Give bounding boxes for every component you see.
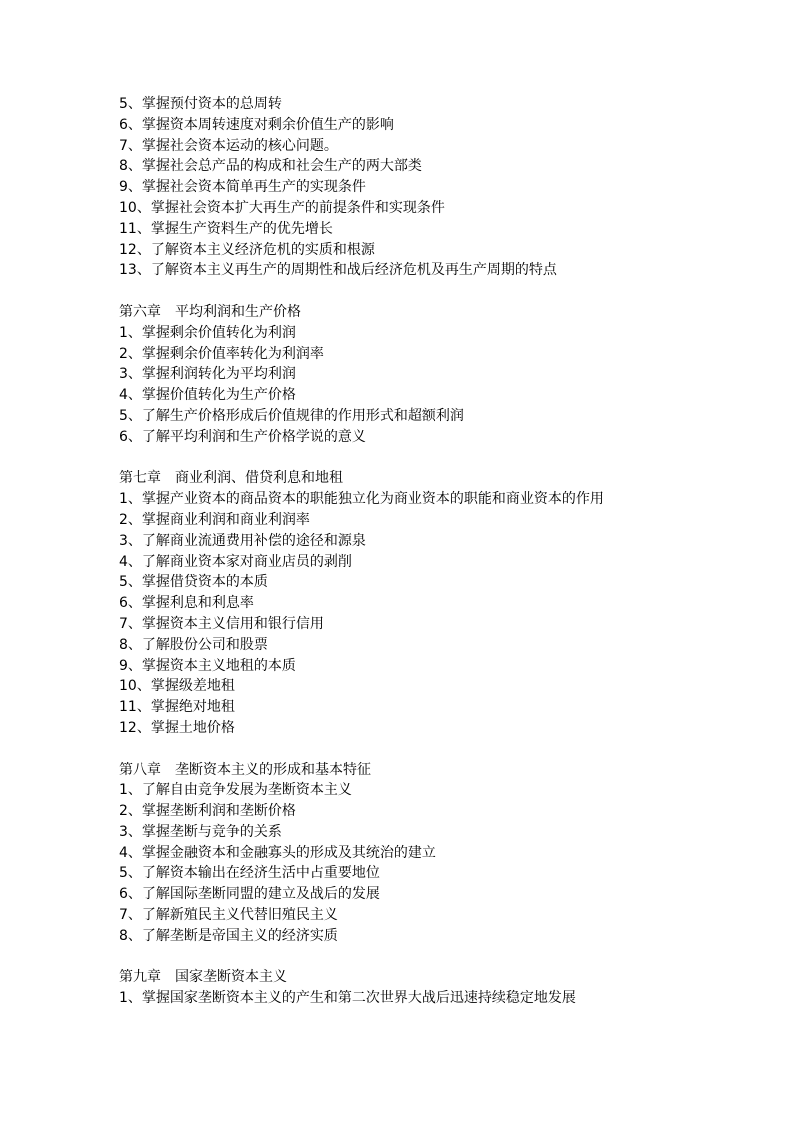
chapter-title: 第六章 平均利润和生产价格: [119, 303, 301, 320]
chapter-8-section: [119, 760, 759, 947]
list-item: 6、了解平均利润和生产价格学说的意义: [119, 428, 366, 445]
list-item: 12、掌握土地价格: [119, 719, 235, 736]
list-item: 12、了解资本主义经济危机的实质和根源: [119, 241, 375, 258]
list-item: 3、了解商业流通费用补偿的途径和源泉: [119, 532, 366, 549]
document-page: [119, 94, 759, 1009]
list-item: 10、掌握社会资本扩大再生产的前提条件和实现条件: [119, 199, 445, 216]
list-item: 2、掌握剩余价值率转化为利润率: [119, 345, 324, 362]
list-item: 11、掌握生产资料生产的优先增长: [119, 220, 333, 237]
list-item: 4、掌握价值转化为生产价格: [119, 387, 296, 404]
list-item: 7、掌握社会资本运动的核心问题。: [119, 137, 338, 154]
list-item: 11、掌握绝对地租: [119, 699, 235, 716]
list-item: 6、掌握利息和利息率: [119, 595, 254, 612]
blank-line: [119, 739, 759, 760]
chapter-title: 第七章 商业利润、借贷利息和地租: [119, 470, 343, 487]
chapter-6-section: [119, 302, 759, 448]
chapter-7-section: [119, 468, 759, 738]
list-item: 7、掌握资本主义信用和银行信用: [119, 615, 324, 632]
list-item: 8、掌握社会总产品的构成和社会生产的两大部类: [119, 158, 422, 175]
blank-line: [119, 281, 759, 302]
list-item: 4、掌握金融资本和金融寡头的形成及其统治的建立: [119, 844, 436, 861]
list-item: 6、掌握资本周转速度对剩余价值生产的影响: [119, 116, 394, 133]
list-item: 5、掌握预付资本的总周转: [119, 96, 282, 112]
list-item: 4、了解商业资本家对商业店员的剥削: [119, 553, 352, 570]
list-item: 9、掌握资本主义地租的本质: [119, 657, 296, 674]
list-item: 7、了解新殖民主义代替旧殖民主义: [119, 907, 338, 924]
list-item: 1、掌握产业资本的商品资本的职能独立化为商业资本的职能和商业资本的作用: [119, 491, 604, 508]
list-item: 10、掌握级差地租: [119, 678, 235, 695]
list-item: 13、了解资本主义再生产的周期性和战后经济危机及再生产周期的特点: [119, 262, 557, 279]
blank-line: [119, 947, 759, 968]
list-item: 1、掌握剩余价值转化为利润: [119, 324, 296, 341]
list-item: 3、掌握利润转化为平均利润: [119, 366, 296, 383]
chapter-9-section: [119, 967, 759, 1009]
list-item: 6、了解国际垄断同盟的建立及战后的发展: [119, 886, 380, 903]
list-item: 8、了解垄断是帝国主义的经济实质: [119, 927, 338, 944]
list-item: 2、掌握商业利润和商业利润率: [119, 511, 310, 528]
list-item: 8、了解股份公司和股票: [119, 636, 268, 653]
chapter-title: 第八章 垄断资本主义的形成和基本特征: [119, 761, 371, 778]
list-item: 1、掌握国家垄断资本主义的产生和第二次世界大战后迅速持续稳定地发展: [119, 990, 576, 1007]
list-item: 1、了解自由竞争发展为垄断资本主义: [119, 782, 352, 799]
list-item: 9、掌握社会资本简单再生产的实现条件: [119, 179, 366, 196]
list-item: 5、了解资本输出在经济生活中占重要地位: [119, 865, 380, 882]
intro-section: [119, 94, 759, 281]
list-item: 5、掌握借贷资本的本质: [119, 574, 268, 591]
blank-line: [119, 448, 759, 469]
list-item: 2、掌握垄断利润和垄断价格: [119, 803, 296, 820]
list-item: 3、掌握垄断与竞争的关系: [119, 823, 282, 840]
list-item: 5、了解生产价格形成后价值规律的作用形式和超额利润: [119, 407, 464, 424]
chapter-title: 第九章 国家垄断资本主义: [119, 969, 287, 986]
